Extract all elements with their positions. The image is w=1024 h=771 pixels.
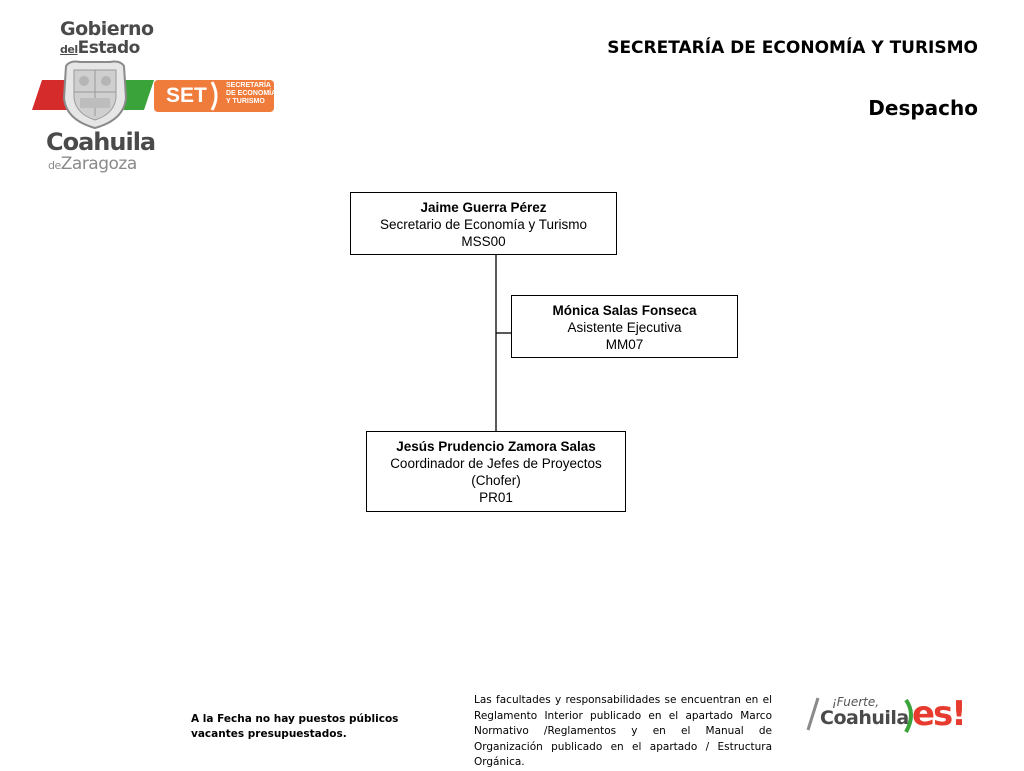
node-role: Asistente Ejecutiva: [567, 320, 682, 335]
set-line2: DE ECONOMÍA: [226, 90, 277, 97]
state-name: Coahuila: [46, 128, 156, 156]
page-title: SECRETARÍA DE ECONOMÍA Y TURISMO: [607, 38, 978, 58]
state-de: de: [48, 159, 61, 172]
vacancy-note: A la Fecha no hay puestos públicos vacantes presupuestados.: [191, 713, 399, 740]
del-text: del: [60, 43, 78, 56]
slogan-es: es!: [912, 694, 965, 734]
node-role-detail: (Chofer): [471, 473, 521, 488]
org-node-coordinator: [366, 431, 626, 512]
zaragoza-text: Zaragoza: [60, 154, 137, 174]
info-text: Las facultades y responsabilidades se encuentran en el Reglamento Interior publicado en el apartado Marco Normativo /Reglamentos y en el Manual de Organización publicado en el apartado / Estructura Orgánica.: [474, 694, 772, 768]
node-role: Secretario de Economía y Turismo: [379, 217, 588, 232]
node-name: Jaime Guerra Pérez: [420, 200, 547, 215]
gobierno-text: Gobierno: [60, 18, 154, 40]
set-line1: SECRETARÍA: [226, 82, 271, 89]
org-node-assistant: [511, 295, 738, 358]
org-node-secretary: [350, 192, 617, 255]
node-role: Coordinador de Jefes de Proyectos: [390, 456, 602, 471]
node-name: Jesús Prudencio Zamora Salas: [396, 439, 596, 454]
node-code: MSS00: [461, 234, 506, 249]
slogan-small: ¡Fuerte,: [832, 695, 880, 709]
set-line3: Y TURISMO: [226, 98, 265, 105]
set-acronym: SET: [166, 84, 207, 107]
node-name: Mónica Salas Fonseca: [552, 303, 697, 318]
node-code: PR01: [479, 490, 513, 505]
node-code: MM07: [605, 337, 644, 352]
estado-text: Estado: [77, 38, 140, 58]
page-subtitle: Despacho: [868, 96, 978, 120]
slogan-big: Coahuila: [820, 707, 909, 729]
